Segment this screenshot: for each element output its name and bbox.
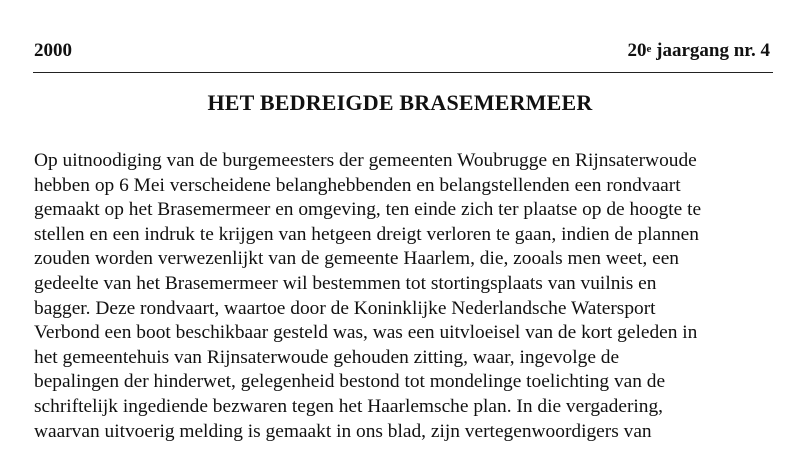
volume-number: 20 bbox=[627, 40, 647, 61]
body-line: waarvan uitvoerig melding is gemaakt in ons blad, zijn vertegenwoordigers van bbox=[34, 420, 652, 442]
body-line: Verbond een boot beschikbaar gesteld was, was een uitvloeisel van de kort geleden in bbox=[34, 322, 698, 344]
volume-text: jaargang nr. 4 bbox=[651, 40, 770, 61]
body-line: zouden worden verwezenlijkt van de gemeente Haarlem, die, zooals men weet, een bbox=[34, 248, 679, 270]
article-title: HET BEDREIGDE BRASEMERMEER bbox=[207, 90, 593, 115]
header-rule bbox=[33, 72, 773, 73]
body-line: stellen en een indruk te krijgen van hetgeen dreigt verloren te gaan, indien de plannen bbox=[34, 223, 699, 245]
body-line: bepalingen der hinderwet, gelegenheid bestond tot mondelinge toelichting van de bbox=[34, 371, 666, 393]
body-line: het gemeentehuis van Rijnsaterwoude gehouden zitting, waar, ingevolge de bbox=[34, 346, 620, 368]
body-line: schriftelijk ingediende bezwaren tegen het Haarlemsche plan. In die vergadering, bbox=[34, 395, 664, 417]
header-year: 2000 bbox=[34, 40, 72, 61]
header-volume bbox=[628, 40, 770, 62]
article-body bbox=[34, 149, 779, 444]
body-line: gemaakt op het Brasemermeer en omgeving, ten einde zich ter plaatse op de hoogte te bbox=[34, 199, 702, 221]
volume-suffix: e bbox=[646, 43, 652, 55]
body-line: gedeelte van het Brasemermeer wil bestemmen tot stortingsplaats van vuilnis en bbox=[34, 272, 657, 294]
body-line: hebben op 6 Mei verscheidene belanghebbenden en belangstellenden een rondvaart bbox=[34, 174, 681, 196]
body-line: bagger. Deze rondvaart, waartoe door de Koninklijke Nederlandsche Watersport bbox=[34, 297, 656, 319]
body-line: Op uitnoodiging van de burgemeesters der gemeenten Woubrugge en Rijnsaterwoude bbox=[34, 150, 697, 171]
